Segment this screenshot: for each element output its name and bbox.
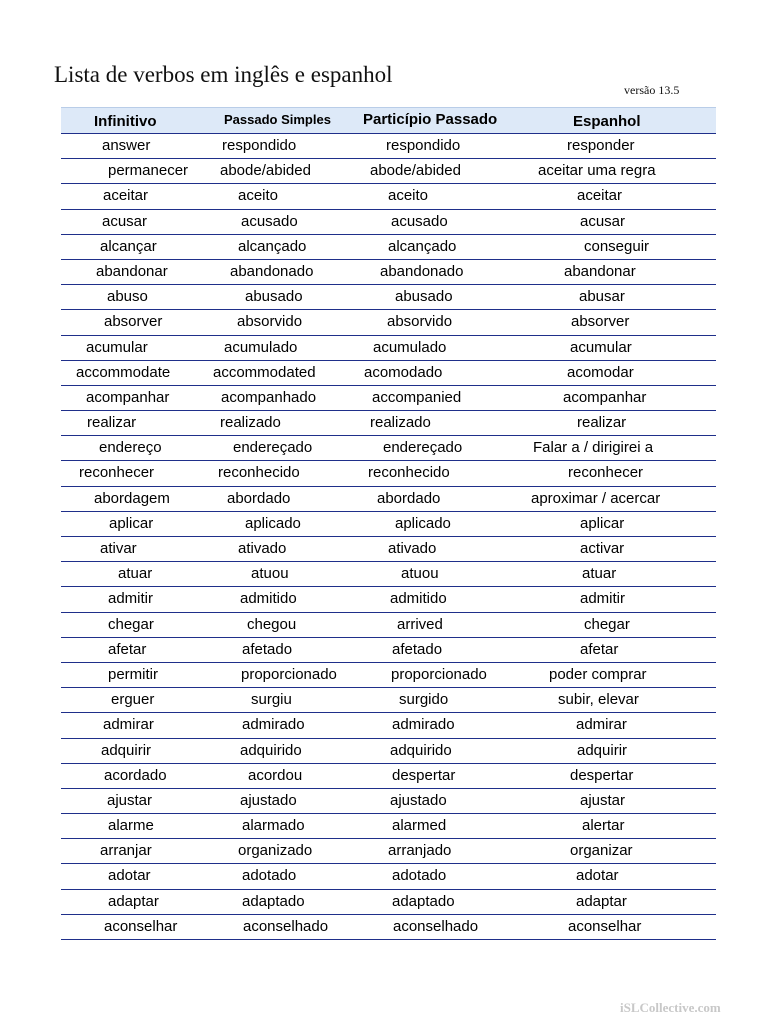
cell-espanhol: reconhecer xyxy=(568,464,644,482)
cell-espanhol: atuar xyxy=(582,565,617,583)
cell-participio-passado: adaptado xyxy=(392,892,455,910)
table-row xyxy=(61,688,716,713)
cell-participio-passado: afetado xyxy=(392,640,443,658)
version-label: versão 13.5 xyxy=(624,83,680,97)
cell-participio-passado: absorvido xyxy=(387,313,453,331)
table-row xyxy=(61,663,716,688)
cell-espanhol: admitir xyxy=(580,590,626,608)
table-row xyxy=(61,184,716,209)
cell-infinitivo: adaptar xyxy=(108,892,159,910)
cell-participio-passado: ajustado xyxy=(390,791,447,809)
table-row xyxy=(61,814,716,839)
cell-infinitivo: absorver xyxy=(104,313,163,331)
cell-passado-simples: admitido xyxy=(240,590,297,608)
table-row xyxy=(61,159,716,184)
cell-passado-simples: endereçado xyxy=(233,439,313,457)
cell-infinitivo: alcançar xyxy=(100,237,157,255)
cell-espanhol: abandonar xyxy=(564,262,636,280)
table-row xyxy=(61,134,716,159)
cell-infinitivo: acusar xyxy=(102,212,148,230)
table-row xyxy=(61,739,716,764)
cell-passado-simples: organizado xyxy=(238,842,313,860)
cell-espanhol: aplicar xyxy=(580,514,625,532)
cell-espanhol: aproximar / acercar xyxy=(531,489,661,507)
cell-passado-simples: reconhecido xyxy=(218,464,300,482)
cell-passado-simples: acompanhado xyxy=(221,388,317,406)
table-row xyxy=(61,461,716,486)
cell-participio-passado: accompanied xyxy=(372,388,462,406)
cell-passado-simples: chegou xyxy=(247,615,297,633)
cell-espanhol: acusar xyxy=(580,212,626,230)
cell-infinitivo: realizar xyxy=(87,414,137,432)
cell-espanhol: acomodar xyxy=(567,363,634,381)
cell-espanhol: absorver xyxy=(571,313,630,331)
cell-espanhol: acumular xyxy=(570,338,632,356)
cell-infinitivo: aconselhar xyxy=(104,917,178,935)
cell-participio-passado: proporcionado xyxy=(391,665,487,683)
table-row xyxy=(61,864,716,889)
cell-participio-passado: surgido xyxy=(399,691,449,709)
table-row xyxy=(61,512,716,537)
cell-infinitivo: erguer xyxy=(111,691,155,709)
cell-participio-passado: aconselhado xyxy=(393,917,479,935)
cell-espanhol: adquirir xyxy=(577,741,628,759)
cell-participio-passado: acusado xyxy=(391,212,448,230)
cell-infinitivo: permanecer xyxy=(108,162,189,180)
cell-infinitivo: atuar xyxy=(118,565,153,583)
cell-espanhol: subir, elevar xyxy=(558,691,639,709)
table-row xyxy=(61,890,716,915)
cell-infinitivo: acordado xyxy=(104,766,167,784)
table-row xyxy=(61,361,716,386)
cell-participio-passado: reconhecido xyxy=(368,464,450,482)
table-row xyxy=(61,235,716,260)
cell-espanhol: aconselhar xyxy=(568,917,642,935)
cell-participio-passado: aceito xyxy=(388,187,429,205)
cell-infinitivo: adotar xyxy=(108,867,151,885)
cell-infinitivo: adquirir xyxy=(101,741,152,759)
cell-passado-simples: accommodated xyxy=(213,363,316,381)
cell-passado-simples: ajustado xyxy=(240,791,297,809)
cell-participio-passado: endereçado xyxy=(383,439,463,457)
cell-participio-passado: abandonado xyxy=(380,262,464,280)
cell-infinitivo: arranjar xyxy=(100,842,152,860)
cell-infinitivo: abuso xyxy=(107,288,148,306)
cell-espanhol: alertar xyxy=(582,817,625,835)
cell-passado-simples: adotado xyxy=(242,867,297,885)
cell-passado-simples: alcançado xyxy=(238,237,307,255)
cell-passado-simples: acordou xyxy=(248,766,303,784)
cell-infinitivo: admitir xyxy=(108,590,154,608)
cell-espanhol: aceitar uma regra xyxy=(538,162,656,180)
column-header-participio-passado: Particípio Passado xyxy=(363,111,498,128)
cell-espanhol: aceitar xyxy=(577,187,623,205)
cell-infinitivo: permitir xyxy=(108,665,159,683)
cell-passado-simples: surgiu xyxy=(251,691,292,709)
cell-participio-passado: aplicado xyxy=(395,514,451,532)
cell-infinitivo: abordagem xyxy=(94,489,170,507)
table-row xyxy=(61,386,716,411)
table-row xyxy=(61,260,716,285)
cell-infinitivo: accommodate xyxy=(76,363,171,381)
table-row xyxy=(61,915,716,940)
cell-participio-passado: atuou xyxy=(401,565,439,583)
table-row xyxy=(61,713,716,738)
cell-passado-simples: absorvido xyxy=(237,313,303,331)
cell-espanhol: despertar xyxy=(570,766,634,784)
table-header xyxy=(61,107,716,134)
cell-participio-passado: ativado xyxy=(388,540,437,557)
table-row xyxy=(61,436,716,461)
cell-espanhol: acompanhar xyxy=(563,388,647,406)
cell-passado-simples: abode/abided xyxy=(220,162,311,180)
table-row xyxy=(61,764,716,789)
cell-infinitivo: endereço xyxy=(99,439,162,457)
cell-passado-simples: respondido xyxy=(222,137,297,154)
cell-espanhol: poder comprar xyxy=(549,665,647,683)
verb-table xyxy=(61,107,716,940)
cell-participio-passado: acumulado xyxy=(373,338,447,356)
table-row xyxy=(61,210,716,235)
cell-participio-passado: acomodado xyxy=(364,363,443,381)
cell-passado-simples: aconselhado xyxy=(243,917,329,935)
table-row xyxy=(61,487,716,512)
cell-passado-simples: admirado xyxy=(242,716,305,734)
column-header-infinitivo: Infinitivo xyxy=(94,113,157,130)
cell-passado-simples: afetado xyxy=(242,640,293,658)
cell-participio-passado: arrived xyxy=(397,615,443,633)
cell-espanhol: conseguir xyxy=(584,237,650,255)
cell-infinitivo: aplicar xyxy=(109,514,154,532)
table-row xyxy=(61,839,716,864)
cell-infinitivo: afetar xyxy=(108,640,147,658)
cell-passado-simples: abordado xyxy=(227,489,291,507)
cell-espanhol: adaptar xyxy=(576,892,627,910)
cell-participio-passado: respondido xyxy=(386,137,461,154)
cell-participio-passado: arranjado xyxy=(388,842,452,860)
table-row xyxy=(61,789,716,814)
column-header-espanhol: Espanhol xyxy=(573,113,641,130)
cell-infinitivo: admirar xyxy=(103,716,154,734)
cell-infinitivo: answer xyxy=(102,137,151,154)
cell-passado-simples: adaptado xyxy=(242,892,305,910)
watermark-footer: iSLCollective.com xyxy=(620,1000,721,1015)
cell-espanhol: ajustar xyxy=(580,791,626,809)
table-row xyxy=(61,613,716,638)
cell-participio-passado: realizado xyxy=(370,414,431,432)
table-row xyxy=(61,285,716,310)
page-title: Lista de verbos em inglês e espanhol xyxy=(54,62,393,87)
table-body xyxy=(61,134,716,940)
cell-passado-simples: acumulado xyxy=(224,338,298,356)
cell-espanhol: abusar xyxy=(579,288,625,306)
table-row xyxy=(61,638,716,663)
cell-participio-passado: alarmed xyxy=(392,817,447,835)
cell-espanhol: realizar xyxy=(577,414,627,432)
cell-passado-simples: atuou xyxy=(251,565,289,583)
cell-participio-passado: adquirido xyxy=(390,741,452,759)
cell-espanhol: admirar xyxy=(576,716,627,734)
cell-participio-passado: adotado xyxy=(392,867,447,885)
cell-passado-simples: abandonado xyxy=(230,262,314,280)
cell-participio-passado: abordado xyxy=(377,489,441,507)
cell-passado-simples: adquirido xyxy=(240,741,302,759)
cell-espanhol: chegar xyxy=(584,615,630,633)
cell-infinitivo: ativar xyxy=(100,540,137,557)
cell-passado-simples: aceito xyxy=(238,187,279,205)
cell-espanhol: adotar xyxy=(576,867,619,885)
cell-espanhol: afetar xyxy=(580,640,619,658)
table-row xyxy=(61,537,716,562)
cell-passado-simples: abusado xyxy=(245,288,303,306)
cell-espanhol: Falar a / dirigirei a xyxy=(533,439,654,457)
cell-infinitivo: reconhecer xyxy=(79,464,155,482)
cell-infinitivo: chegar xyxy=(108,615,154,633)
cell-espanhol: responder xyxy=(567,137,635,154)
cell-espanhol: organizar xyxy=(570,842,633,860)
cell-passado-simples: ativado xyxy=(238,540,287,557)
cell-infinitivo: ajustar xyxy=(107,791,153,809)
cell-passado-simples: realizado xyxy=(220,414,281,432)
column-header-passado-simples: Passado Simples xyxy=(224,112,331,127)
cell-participio-passado: abusado xyxy=(395,288,453,306)
cell-passado-simples: acusado xyxy=(241,212,298,230)
table-row xyxy=(61,336,716,361)
table-row xyxy=(61,411,716,436)
table-row xyxy=(61,562,716,587)
cell-participio-passado: admirado xyxy=(392,716,455,734)
cell-infinitivo: acumular xyxy=(86,338,148,356)
cell-passado-simples: aplicado xyxy=(245,514,301,532)
cell-infinitivo: acompanhar xyxy=(86,388,170,406)
cell-infinitivo: alarme xyxy=(108,817,154,835)
cell-infinitivo: aceitar xyxy=(103,187,149,205)
cell-espanhol: activar xyxy=(580,540,625,557)
table-row xyxy=(61,310,716,335)
cell-participio-passado: alcançado xyxy=(388,237,457,255)
cell-passado-simples: alarmado xyxy=(242,817,305,835)
table-row xyxy=(61,587,716,612)
cell-participio-passado: despertar xyxy=(392,766,456,784)
cell-passado-simples: proporcionado xyxy=(241,665,337,683)
cell-participio-passado: admitido xyxy=(390,590,447,608)
cell-participio-passado: abode/abided xyxy=(370,162,461,180)
cell-infinitivo: abandonar xyxy=(96,262,168,280)
